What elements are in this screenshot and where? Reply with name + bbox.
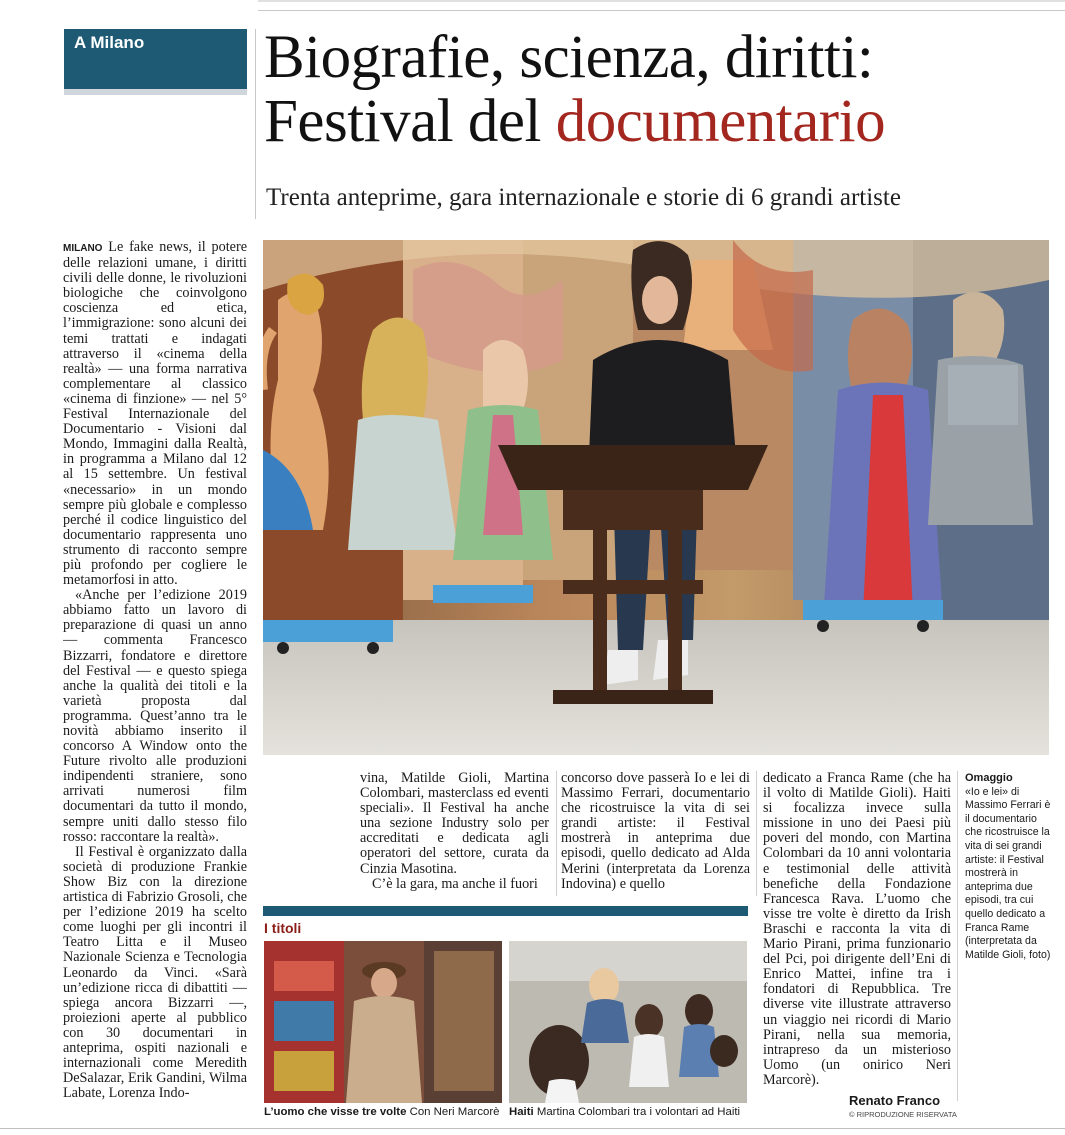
page-top-rule-thick <box>258 0 1065 2</box>
byline-rights: © RIPRODUZIONE RISERVATA <box>849 1110 957 1119</box>
headline-line2 <box>264 90 1054 154</box>
article-paragraph-3: Il Festival è organizzato dalla società di produzione Frankie Show Biz con la direzione artistica di Fabrizio Grosoli, che per l’edizione 2019 ha scelto come luoghi per gli incontri il Teatro Litta e il Museo Nazionale Scienza e Tecnologia Leonardo da Vinci. «Sarà un’edizione ricca di dibattiti — spiega ancora Bizzarri —, proiezioni aperte al pubblico con 30 documentari in anteprima, ospiti nazionali e internazionali come Meredith DeSalazar, Erik Gandini, Wilma Labate, Lorenza Indo- <box>63 843 247 1102</box>
paragraph-1-text: Le fake news, il potere delle relazioni umane, i diritti civili delle donne, le rivoluzioni biologiche che coinvolgono coscienza ed etica, l’immigrazione: sono alcuni dei temi trattati e indagati attraverso il «cinema della realtà» — una forma narrativa complementare al classico «cinema di finzione» — nel 5° Festival Internazionale del Documentario - Visioni dal Mondo, Immagini dalla Realtà, in programma a Milano dal 12 al 15 settembre. Un festival «necessario» in un mondo sempre più globale e complesso perché il codice linguistico del documentario rappresenta uno strumento di racconto sempre più profondo per cogliere le metamorfosi in atto. <box>63 240 247 589</box>
titoli-label: I titoli <box>264 920 302 936</box>
caption-haiti-title: Haiti <box>509 1106 534 1118</box>
caption-haiti-text: Martina Colombari tra i volontari ad Haiti <box>533 1106 741 1118</box>
titoli-bar <box>263 906 748 916</box>
thumb-haiti <box>509 941 747 1103</box>
thumb-uomo-illustration <box>264 941 502 1103</box>
col3-paragraph-1: concorso dove passerà Io e lei di Massimo Ferrari, documentario che ricostruisce la vita di sei grandi artiste: il Festival mostrerà in anteprima due episodi, quello dedicato ad Alda Merini (interpretata da Lorenza Indovina) e quello <box>561 771 750 892</box>
main-photo <box>263 240 1049 755</box>
caption-uomo-title: L’uomo che visse tre volte <box>264 1106 407 1118</box>
caption-haiti <box>509 1106 740 1118</box>
headline-line1: Biografie, scienza, diritti: <box>264 24 874 91</box>
page-bottom-rule <box>0 1128 1065 1129</box>
article-column-3 <box>561 771 750 896</box>
header-column-divider <box>255 29 256 219</box>
section-label: A Milano <box>74 33 145 52</box>
headline-line2-prefix: Festival del <box>264 88 556 155</box>
side-caption-body: «Io e lei» di Massimo Ferrari è il documentario che ricostruisce la vita di sei grandi artiste: il Festival mostrerà in anteprima due episodi, tra cui quello dedicato a Franca Rame (interpretata da Matilde Gioli, foto) <box>965 785 1051 961</box>
article-column-2 <box>360 771 549 896</box>
col2-paragraph-2: C’è la gara, ma anche il fuori <box>372 875 538 892</box>
side-caption <box>965 772 1055 962</box>
side-caption-title: Omaggio <box>965 772 1013 784</box>
byline-author: Renato Franco <box>849 1093 941 1108</box>
article-column-4 <box>763 771 951 1093</box>
caption-uomo <box>264 1106 500 1118</box>
caption-uomo-text: Con Neri Marcorè <box>406 1106 500 1118</box>
headline <box>264 26 1054 154</box>
article-paragraph-1 <box>63 240 247 588</box>
dateline: MILANO <box>63 243 103 254</box>
column-divider-side <box>957 771 958 1101</box>
col2-paragraph-1: vina, Matilde Gioli, Martina Colombari, masterclass ed eventi speciali». Il Festival ha anche una sezione Industry solo per accreditati e dedicata agli operatori del settore, curata da Cinzia Masotina. <box>360 771 549 877</box>
thumb-uomo-tre-volte <box>264 941 502 1103</box>
main-photo-illustration <box>263 240 1049 755</box>
thumb-haiti-illustration <box>509 941 747 1103</box>
headline-highlight: documentario <box>555 88 886 155</box>
subheadline: Trenta anteprime, gara internazionale e storie di 6 grandi artiste <box>266 184 901 211</box>
article-column-1 <box>63 240 247 1120</box>
section-tag <box>64 29 247 89</box>
article-paragraph-2: «Anche per l’edizione 2019 abbiamo fatto un lavoro di preparazione di quasi un anno — commenta Francesco Bizzarri, fondatore e direttore del Festival — e questo spiega anche la qualità dei titoli e la varietà proposta dal programma. Quest’anno tra le novità abbiamo inserito il concorso A Window onto the Future rivolto alle produzioni indipendenti straniere, sono arrivati numerosi film documentari da tutto il mondo, sempre uniti dallo stesso filo rosso: raccontare la realtà». <box>63 587 247 845</box>
column-divider-3-4 <box>756 771 757 896</box>
column-divider-2-3 <box>556 771 557 896</box>
page-top-rule <box>258 10 1065 11</box>
col4-paragraph-1: dedicato a Franca Rame (che ha il volto di Matilde Gioli). Haiti si focalizza invece sulla missione in uno dei Paesi più poveri del mondo, con Martina Colombari da 10 anni volontaria e testimonial delle attività benefiche della Fondazione Francesca Rava. L’uomo che visse tre volte è diretto da Irish Braschi e racconta la vita di Mario Pirani, prima funzionario del Pci, poi dirigente dell’Eni di Enrico Mattei, infine tra i fondatori di Repubblica. Tre diverse vite illustrate attraverso un viaggio nei ricordi di Mario Pirani, nella sua memoria, intrapreso da un misterioso Uomo (un onirico Neri Marcorè). <box>763 771 951 1088</box>
section-underline <box>64 89 247 95</box>
